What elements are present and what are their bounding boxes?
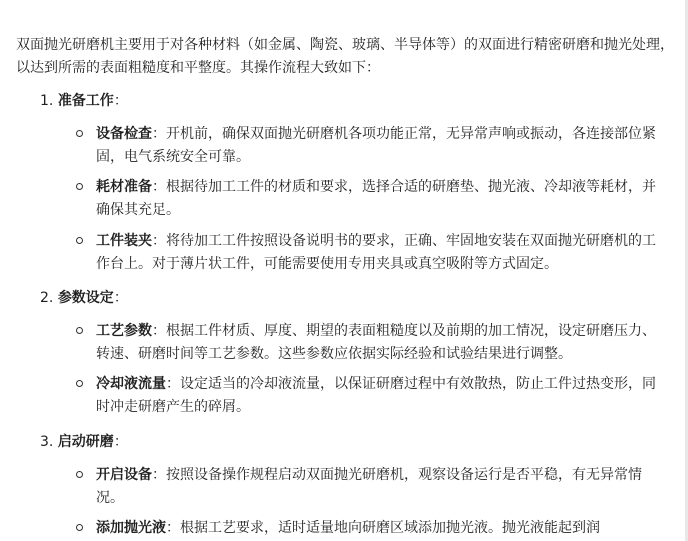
section-title: 准备工作 bbox=[57, 93, 114, 109]
bullet-icon bbox=[76, 130, 83, 137]
bullet-icon bbox=[76, 380, 83, 387]
item-text: ：根据工件材质、厚度、期望的表面粗糙度以及前期的加工情况，设定研磨压力、转速、研磨时间等工艺参数。这些参数应依据实际经验和试验结果进行调整。 bbox=[96, 323, 656, 362]
section-colon: ： bbox=[113, 434, 128, 450]
section-number: 3. bbox=[40, 434, 54, 450]
list-item-workpiece-clamping bbox=[96, 230, 658, 276]
section-number: 1. bbox=[40, 93, 54, 109]
bullet-icon bbox=[76, 524, 83, 531]
item-text: ：根据工艺要求，适时适量地向研磨区域添加抛光液。抛光液能起到润 bbox=[166, 520, 600, 536]
item-label: 添加抛光液 bbox=[96, 520, 166, 536]
item-text: ：根据待加工工件的材质和要求，选择合适的研磨垫、抛光液、冷却液等耗材，并确保其充足。 bbox=[96, 179, 656, 218]
bullet-icon bbox=[76, 471, 83, 478]
item-text: ：将待加工工件按照设备说明书的要求，正确、牢固地安装在双面抛光研磨机的工作台上。对于薄片状工件，可能需要使用专用夹具或真空吸附等方式固定。 bbox=[96, 233, 656, 272]
section-colon: ： bbox=[113, 290, 128, 306]
list-item-start-equipment bbox=[96, 464, 658, 510]
list-item-add-polishing-liquid bbox=[96, 517, 658, 540]
list-item-coolant-flow bbox=[96, 373, 658, 419]
section-heading-parameters bbox=[40, 287, 128, 310]
section-heading-start-grinding bbox=[40, 431, 128, 454]
section-colon: ： bbox=[113, 93, 128, 109]
item-label: 耗材准备 bbox=[96, 179, 152, 195]
intro-paragraph: 双面抛光研磨机主要用于对各种材料（如金属、陶瓷、玻璃、半导体等）的双面进行精密研磨和抛光处理，以达到所需的表面粗糙度和平整度。其操作流程大致如下： bbox=[16, 37, 674, 76]
item-text: ：按照设备操作规程启动双面抛光研磨机，观察设备运行是否平稳，有无异常情况。 bbox=[96, 467, 642, 506]
item-label: 开启设备 bbox=[96, 467, 152, 483]
item-label: 冷却液流量 bbox=[96, 376, 166, 392]
bullet-icon bbox=[76, 327, 83, 334]
section-title: 启动研磨 bbox=[57, 434, 114, 450]
item-label: 工艺参数 bbox=[96, 323, 152, 339]
list-item-process-parameters bbox=[96, 320, 658, 366]
list-item-device-check bbox=[96, 123, 658, 169]
item-text: ：设定适当的冷却液流量，以保证研磨过程中有效散热，防止工件过热变形，同时冲走研磨产生的碎屑。 bbox=[96, 376, 656, 415]
section-number: 2. bbox=[40, 290, 54, 306]
item-label: 设备检查 bbox=[96, 126, 152, 142]
list-item-consumables bbox=[96, 176, 658, 222]
item-label: 工件装夹 bbox=[96, 233, 152, 249]
bullet-icon bbox=[76, 237, 83, 244]
section-title: 参数设定 bbox=[57, 290, 114, 306]
bullet-icon bbox=[76, 183, 83, 190]
item-text: ：开机前，确保双面抛光研磨机各项功能正常，无异常声响或振动，各连接部位紧固，电气系统安全可靠。 bbox=[96, 126, 656, 165]
section-heading-preparation bbox=[40, 90, 128, 113]
